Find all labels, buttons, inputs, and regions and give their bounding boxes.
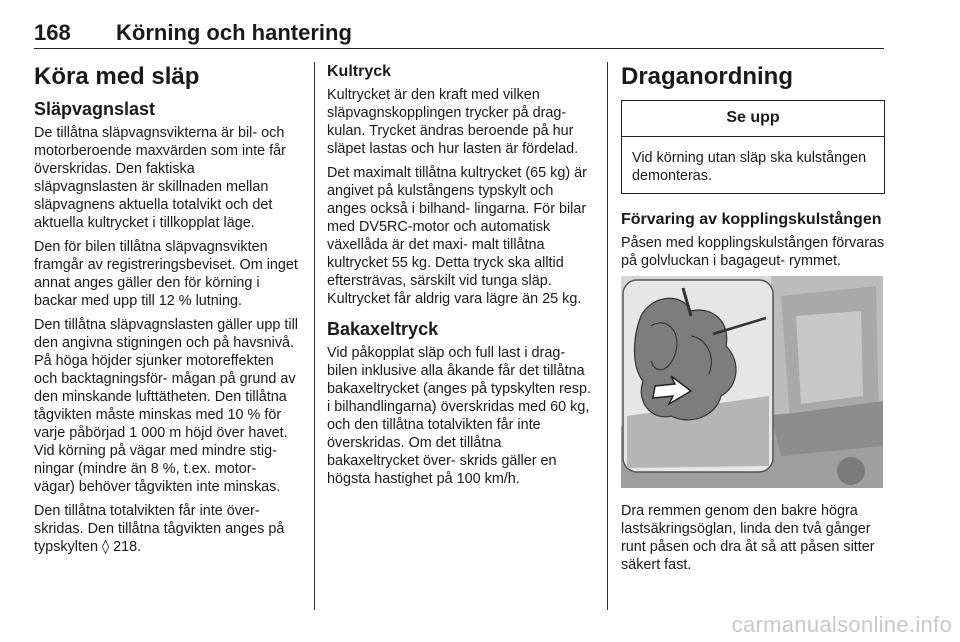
heading-rear-axle: Bakaxeltryck [327, 319, 439, 339]
subsection-trailer-load: Släpvagnslast [34, 99, 156, 119]
page-number: 168 [34, 20, 71, 45]
paragraph-rear-axle: Vid påkopplat släp och full last i drag- bilen inklusive alla åkande får det tillåtna bakaxeltrycket (anges på typskylten resp. i bilhandlingarna) överskridas med 60 kg, och den tillåtna totalvikten får inte överskridas. Om det tillåtna bakaxeltrycket över- skrids gäller en högsta hastighet på 100 km/h. [327, 345, 591, 487]
heading-ball-pressure: Kultryck [327, 63, 392, 80]
column-3 [621, 62, 885, 580]
page-reference-icon: ◊ [102, 539, 110, 555]
page-reference-link[interactable]: 218. [113, 539, 142, 555]
paragraph-altitude: Den tillåtna släpvagnslasten gäller upp till den angivna stigningen och på havsnivå. På höga höjder sjunker motoreffekten och backtagningsför- mågan på grund av den minskande lufttätheten. Den tillåtna tågvikten måste minskas med 10 % för varje påbörjad 1 000 m höjd över havet. Vid körning på vägar med mindre stig- ningar (mindre än 8 %, t.ex. motor- vägar) behöver tågvikten inte minskas. [34, 317, 298, 495]
warning-text: Vid körning utan släp ska kulstången demonteras. [632, 150, 867, 184]
paragraph-bag-storage: Påsen med kopplingskulstången förvaras på golvluckan i bagageut- rymmet. [621, 235, 885, 269]
page-header [34, 22, 884, 49]
paragraph-registration: Den för bilen tillåtna släpvagnsvikten framgår av registreringsbeviset. Om inget annat anges gäller den för körning i backar med upp till 12 % lutning. [34, 239, 298, 309]
section-title-towing: Köra med släp [34, 63, 200, 90]
column-2 [327, 62, 593, 494]
subsection-towbar-storage: Förvaring av kopplingskulstången [621, 211, 882, 228]
section-title-towbar: Draganordning [621, 63, 793, 90]
paragraph-trailer-weights: De tillåtna släpvagnsvikterna är bil- och motorberoende maxvärden som inte får överskridas. Den faktiska släpvagnslasten är skillnaden mellan släpvagnens aktuella totalvikt och det aktuella kultrycket i tillkopplat läge. [34, 125, 286, 231]
warning-box [621, 100, 885, 194]
column-divider-right [607, 62, 608, 610]
towbar-bag-illustration [621, 276, 883, 488]
warning-title: Se upp [622, 101, 884, 137]
total-weight-text: Den tillåtna totalvikten får inte över- skridas. Den tillåtna tågvikten anges på typskylten [34, 503, 285, 555]
paragraph-ball-pressure: Kultrycket är den kraft med vilken släpvagnskopplingen trycker på drag- kulan. Trycket ändras beroende på hur släpet lastas och hur lasten är fördelad. [327, 87, 579, 157]
watermark: carmanualsonline.info [731, 612, 952, 637]
chapter-title: Körning och hantering [116, 20, 352, 45]
paragraph-total-weight [34, 502, 300, 556]
paragraph-strap-instructions: Dra remmen genom den bakre högra lastsäkringsöglan, linda den två gånger runt påsen och dra åt så att påsen sitter säkert fast. [621, 503, 875, 573]
column-1 [34, 62, 300, 562]
paragraph-max-ball-pressure: Det maximalt tillåtna kultrycket (65 kg) är angivet på kulstångens typskylt och anges också i bilhand- lingarna. För bilar med DV5RC-motor och automatisk växellåda är det maxi- malt tillåtna kultrycket 55 kg. Detta tryck ska alltid eftersträvas, särskilt vid tunga släp. Kultrycket får aldrig vara lägre än 25 kg. [327, 165, 587, 307]
column-divider-left [314, 62, 315, 610]
